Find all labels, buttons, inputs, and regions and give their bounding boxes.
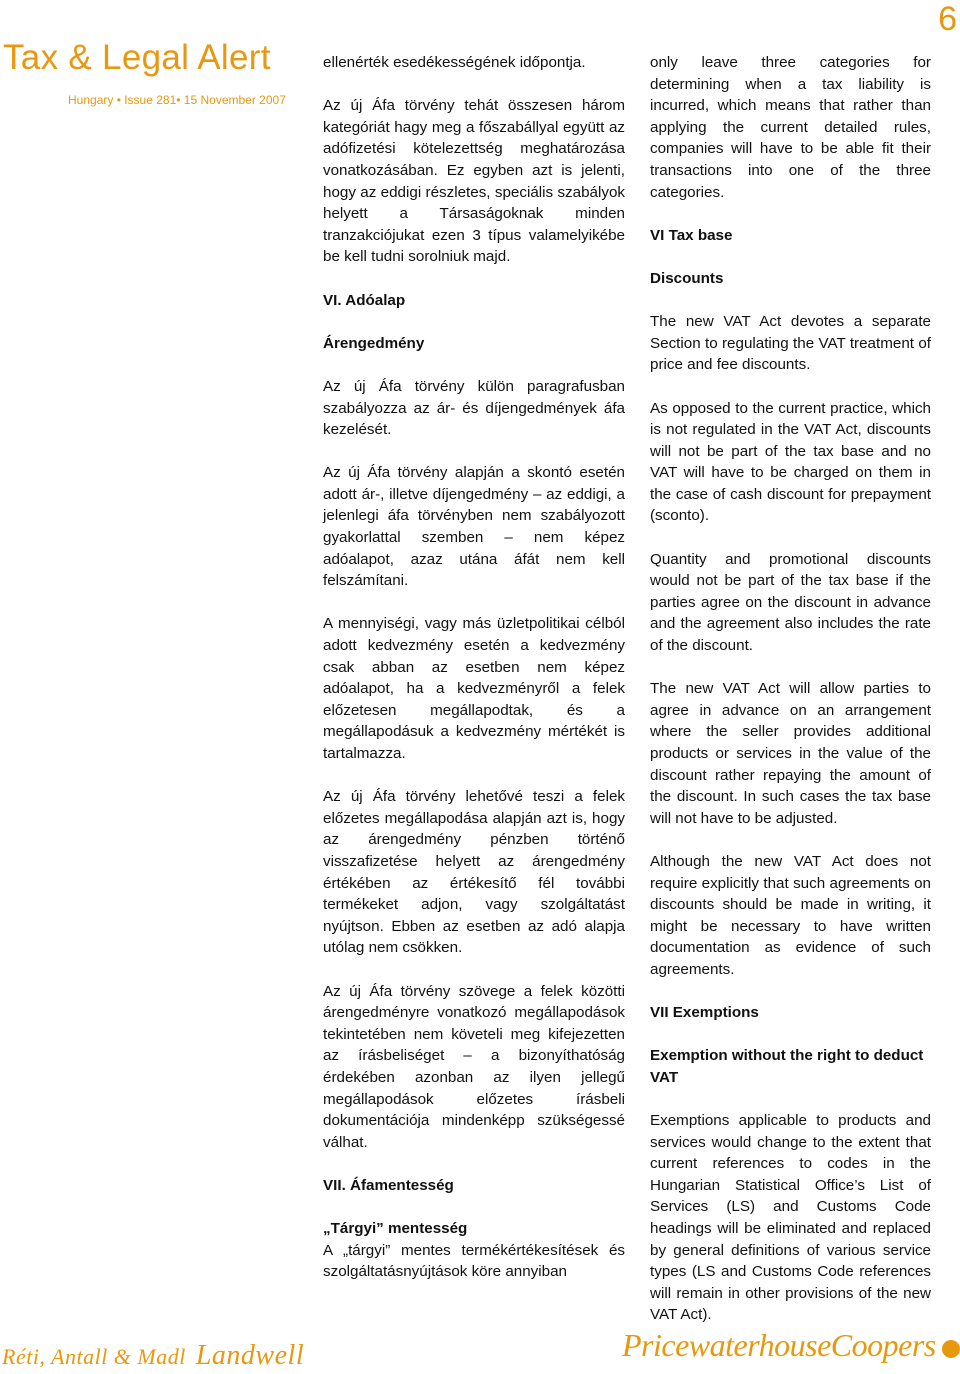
firm-name: Réti, Antall & Madl [2,1344,186,1369]
paragraph: ellenérték esedékességének időpontja. [323,54,586,71]
hungarian-column [323,52,625,1304]
paragraph: Az új Áfa törvény szövege a felek közötti árengedményre vonatkozó megállapodások tekintetében nem követeli meg kifejezetten az írásbeliséget – a bizonyíthatóság érdekében azonban az ilyen jellegű megállapodások előzetes írásbeli dokumentációja mindenképp szükségessé válhat. [323,982,625,1151]
paragraph: Exemptions applicable to products and services would change to the extent that current references to codes in the Hungarian Statistical Office’s List of Services (LS) and Customs Code headings will be eliminated and replaced by general definitions of various service types (LS and Customs Code references will remain in other provisions of the new VAT Act). [650,1112,931,1324]
paragraph: Az új Áfa törvény tehát összesen három kategóriát hagy meg a főszabállyal együtt az adófizetési kötelezettség meghatározása vonatkozásában. Ez egyben azt is jelenti, hogy az eddigi részletes, speciális szabályok helyett a Társaságoknak minden tranzakciójukat ezen 3 típus valamelyikébe be kell tudni sorolniuk majd. [323,97,625,266]
paragraph: Az új Áfa törvény alapján a skontó esetén adott ár-, illetve díjengedmény – az eddigi, a jelenlegi áfa törvényben nem szabályozott gyakorlattal szemben – nem képez adóalapot, azaz utána áfát nem kell felszámítani. [323,464,625,590]
landwell-logo: Landwell [195,1340,305,1371]
issue-info: Hungary • Issue 281• 15 November 2007 [68,93,286,107]
paragraph: only leave three categories for determining when a tax liability is incurred, which means that rather than applying the current detailed rules, companies will have to be able fit their transactions into one of the three categories. [650,54,931,201]
section-heading: VI. Adóalap [323,291,406,309]
paragraph: Az új Áfa törvény lehetővé teszi a felek előzetes megállapodása alapján azt is, hogy az árengedmény pénzben történő visszafizetése helyett az árengedmény értékében az értékesítő fél további termékeket adjon, vagy szolgáltatást nyújtson. Ebben az esetben az adó alapja utólag nem csökken. [323,788,625,957]
paragraph: A „tárgyi” mentes termékértékesítések és szolgáltatásnyújtások köre annyiban [323,1241,625,1281]
pwc-logo [622,1327,960,1364]
firm-logo [2,1340,304,1372]
subsection-heading: Árengedmény [323,334,425,352]
page-number: 6 [938,0,957,38]
paragraph: As opposed to the current practice, which is not regulated in the VAT Act, discounts will not be part of the tax base and no VAT will have to be charged on them in the case of cash discount for prepayment (sconto). [650,399,931,525]
paragraph: Az új Áfa törvény külön paragrafusban szabályozza az ár- és díjengedmények áfa kezelését. [323,377,625,439]
masthead-title: Tax & Legal Alert [3,38,271,77]
subsection-heading: Exemption without the right to deduct VAT [650,1047,924,1086]
pwc-mark-icon [942,1340,960,1358]
section-heading: VII Exemptions [650,1004,759,1022]
subsection-heading: „Tárgyi” mentesség [323,1220,468,1238]
paragraph: Although the new VAT Act does not require explicitly that such agreements on discounts should be made in writing, it might be necessary to have written documentation as evidence of such agreements. [650,852,931,978]
pwc-wordmark: PricewaterhouseCoopers [622,1327,936,1363]
english-column [650,52,931,1348]
subsection-heading: Discounts [650,269,724,287]
section-heading: VII. Áfamentesség [323,1176,454,1194]
paragraph: Quantity and promotional discounts would not be part of the tax base if the parties agree on the discount in advance and the agreement also includes the rate of the discount. [650,550,931,655]
paragraph: The new VAT Act will allow parties to agree in advance on an arrangement where the seller provides additional products or services in the value of the discount rather repaying the amount of the discount. In such cases the tax base will not have to be adjusted. [650,680,931,827]
paragraph: The new VAT Act devotes a separate Section to regulating the VAT treatment of price and fee discounts. [650,313,931,374]
section-heading: VI Tax base [650,226,733,244]
paragraph: A mennyiségi, vagy más üzletpolitikai célból adott kedvezmény esetén a kedvezmény csak abban az esetben nem képez adóalapot, ha a kedvezményről a felek előzetesen megállapodtak, és a megállapodásuk a kedvezmény mértékét is tartalmazza. [323,615,625,762]
